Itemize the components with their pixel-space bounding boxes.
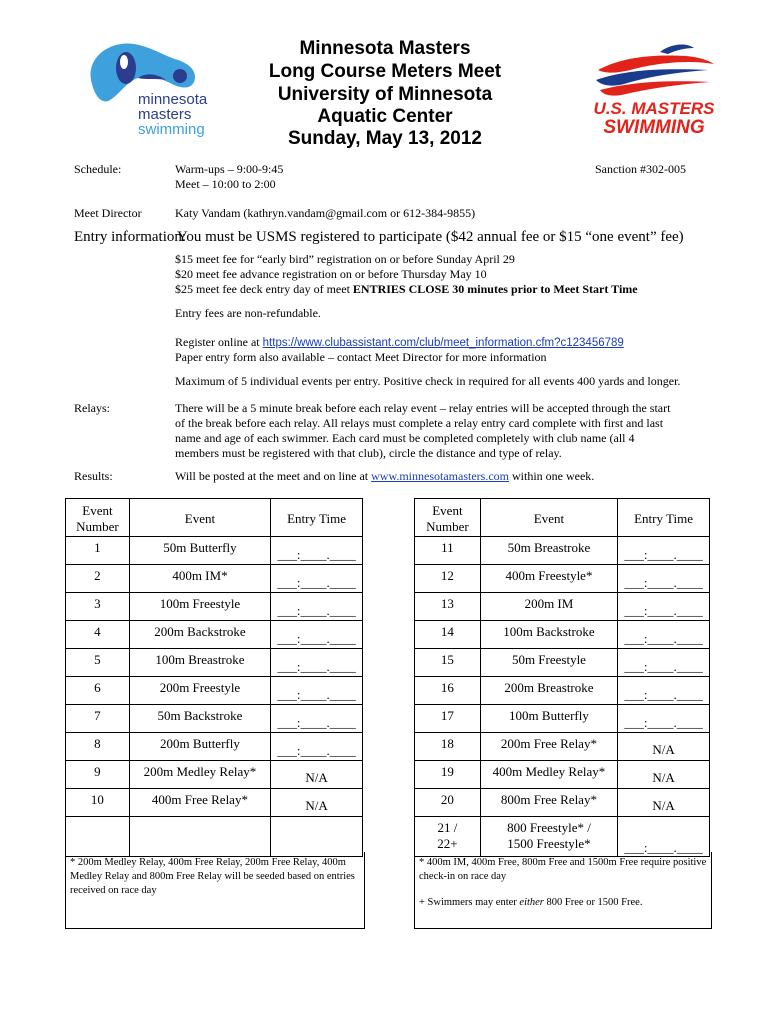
event-row bbox=[66, 733, 363, 761]
event-row bbox=[415, 621, 710, 649]
event-number: 12 bbox=[415, 565, 481, 593]
entry-time-cell[interactable] bbox=[618, 817, 710, 857]
usms-logo-line2: SWIMMING bbox=[603, 117, 705, 138]
event-row bbox=[415, 537, 710, 565]
header-entry-time: Entry Time bbox=[271, 499, 363, 537]
event-number: 3 bbox=[66, 593, 130, 621]
entry-time-cell[interactable] bbox=[618, 593, 710, 621]
event-number: 11 bbox=[415, 537, 481, 565]
event-name: 400m Medley Relay* bbox=[480, 761, 617, 789]
event-name: 400m Free Relay* bbox=[129, 789, 270, 817]
event-row bbox=[66, 761, 363, 789]
entry-time-na: N/A bbox=[305, 798, 328, 813]
event-name: 200m IM bbox=[480, 593, 617, 621]
header-event-number bbox=[415, 499, 481, 537]
event-number: 2 bbox=[66, 565, 130, 593]
event-name bbox=[480, 817, 617, 857]
header-number-label: Number bbox=[76, 519, 119, 534]
right-events-table bbox=[414, 498, 710, 857]
fee-advance: $20 meet fee advance registration on or before Thursday May 10 bbox=[175, 267, 487, 281]
entry-time-blank[interactable]: ___:____.____ bbox=[624, 659, 703, 674]
fee-deck-entry bbox=[175, 282, 638, 297]
event-name: 200m Butterfly bbox=[129, 733, 270, 761]
event-number: 10 bbox=[66, 789, 130, 817]
event-row bbox=[66, 621, 363, 649]
left-events-table bbox=[65, 498, 363, 857]
event-row bbox=[66, 649, 363, 677]
meet-director-value: Katy Vandam (kathryn.vandam@gmail.com or 612-384-9855) bbox=[175, 206, 476, 220]
empty-cell bbox=[66, 817, 130, 857]
event-row bbox=[66, 565, 363, 593]
right-footnote-checkin: * 400m IM, 400m Free, 800m Free and 1500m Free require positive check-in on race day bbox=[419, 857, 707, 882]
event-number: 14 bbox=[415, 621, 481, 649]
right-footnote-box bbox=[414, 852, 712, 929]
event-number: 1 bbox=[66, 537, 130, 565]
entry-time-cell[interactable] bbox=[271, 733, 363, 761]
left-events-body bbox=[66, 499, 363, 857]
entry-time-cell[interactable] bbox=[271, 621, 363, 649]
entry-time-blank[interactable]: ___:____.____ bbox=[277, 743, 356, 758]
fee-early-bird: $15 meet fee for “early bird” registration on or before Sunday April 29 bbox=[175, 252, 515, 266]
schedule-label: Schedule: bbox=[74, 162, 122, 176]
entry-time-na: N/A bbox=[652, 770, 675, 785]
title-line-3: University of Minnesota bbox=[277, 84, 493, 105]
entry-time-cell[interactable] bbox=[271, 649, 363, 677]
event-name: 400m IM* bbox=[129, 565, 270, 593]
results-text bbox=[175, 469, 594, 484]
entry-time-na: N/A bbox=[652, 742, 675, 757]
right-footnote-distance-em: either bbox=[519, 897, 544, 908]
event-row bbox=[66, 789, 363, 817]
event-number: 19 bbox=[415, 761, 481, 789]
header-event-label: Event bbox=[82, 503, 113, 518]
event-name-line2: 1500 Freestyle* bbox=[507, 836, 591, 851]
event-row bbox=[66, 705, 363, 733]
meet-director-label: Meet Director bbox=[74, 206, 142, 220]
event-number: 17 bbox=[415, 705, 481, 733]
entry-time-blank[interactable]: ___:____.____ bbox=[277, 603, 356, 618]
event-row bbox=[415, 761, 710, 789]
title-line-4: Aquatic Center bbox=[317, 106, 453, 127]
results-prefix: Will be posted at the meet and on line at bbox=[175, 469, 372, 483]
entry-time-blank[interactable]: ___:____.____ bbox=[624, 631, 703, 646]
results-label: Results: bbox=[74, 469, 113, 483]
event-row bbox=[415, 789, 710, 817]
event-name: 100m Freestyle bbox=[129, 593, 270, 621]
event-row bbox=[415, 705, 710, 733]
entry-time-blank[interactable]: ___:____.____ bbox=[624, 715, 703, 730]
maximum-events-note: Maximum of 5 individual events per entry. Positive check in required for all events 400 yards and longer. bbox=[175, 374, 681, 388]
entry-info-label: Entry information: bbox=[74, 229, 187, 245]
event-name: 100m Butterfly bbox=[480, 705, 617, 733]
event-row bbox=[66, 593, 363, 621]
entry-time-blank[interactable]: ___:____.____ bbox=[624, 687, 703, 702]
event-name: 200m Medley Relay* bbox=[129, 761, 270, 789]
entries-close-notice: ENTRIES CLOSE 30 minutes prior to Meet Start Time bbox=[352, 282, 638, 296]
logo-text-masters: masters bbox=[138, 106, 192, 123]
schedule-warmups: Warm-ups – 9:00-9:45 bbox=[175, 162, 284, 176]
event-number: 5 bbox=[66, 649, 130, 677]
entry-time-cell[interactable] bbox=[271, 593, 363, 621]
entry-time-cell bbox=[618, 733, 710, 761]
event-number-line1: 21 / bbox=[437, 820, 458, 835]
event-row bbox=[415, 649, 710, 677]
event-row-empty bbox=[66, 817, 363, 857]
entry-time-blank[interactable]: ___:____.____ bbox=[277, 715, 356, 730]
entry-time-blank[interactable]: ___:____.____ bbox=[277, 687, 356, 702]
entry-time-cell[interactable] bbox=[618, 649, 710, 677]
event-name-line1: 800 Freestyle* / bbox=[507, 820, 591, 835]
entry-time-blank[interactable]: ___:____.____ bbox=[277, 547, 356, 562]
register-prefix: Register online at bbox=[175, 335, 263, 349]
left-table-header bbox=[66, 499, 363, 537]
sanction-number: Sanction #302-005 bbox=[595, 162, 686, 176]
non-refundable-note: Entry fees are non-refundable. bbox=[175, 306, 321, 320]
logo-text-swimming: swimming bbox=[138, 121, 205, 138]
header-event: Event bbox=[480, 499, 617, 537]
event-number: 15 bbox=[415, 649, 481, 677]
entry-time-blank[interactable]: ___:____.____ bbox=[277, 575, 356, 590]
register-online bbox=[175, 335, 624, 350]
entry-time-blank[interactable]: ___:____.____ bbox=[624, 840, 703, 855]
entry-time-blank[interactable]: ___:____.____ bbox=[624, 603, 703, 618]
entry-time-cell[interactable] bbox=[618, 537, 710, 565]
title-line-2: Long Course Meters Meet bbox=[268, 61, 502, 82]
results-suffix: within one week. bbox=[508, 469, 595, 483]
event-number-line2: 22+ bbox=[437, 836, 458, 851]
entry-time-cell[interactable] bbox=[618, 705, 710, 733]
event-name: 200m Backstroke bbox=[129, 621, 270, 649]
right-table-header bbox=[415, 499, 710, 537]
right-footnote-distance-b: 800 Free or 1500 Free. bbox=[543, 897, 643, 908]
entry-time-cell[interactable] bbox=[271, 565, 363, 593]
event-name: 800m Free Relay* bbox=[480, 789, 617, 817]
entry-time-blank[interactable]: ___:____.____ bbox=[624, 547, 703, 562]
entry-time-cell bbox=[618, 789, 710, 817]
left-footnote: * 200m Medley Relay, 400m Free Relay, 200m Free Relay, 400m Medley Relay and 800m Free Relay will be seeded based on entries received on race day bbox=[70, 857, 355, 896]
event-number: 16 bbox=[415, 677, 481, 705]
empty-cell bbox=[129, 817, 270, 857]
event-name: 50m Butterfly bbox=[129, 537, 270, 565]
event-name: 200m Freestyle bbox=[129, 677, 270, 705]
logo-text-minnesota: minnesota bbox=[138, 91, 208, 108]
empty-cell bbox=[271, 817, 363, 857]
entry-time-cell bbox=[271, 761, 363, 789]
entry-info-value: You must be USMS registered to participate ($42 annual fee or $15 “one event” fee) bbox=[177, 229, 684, 245]
entry-time-cell[interactable] bbox=[271, 677, 363, 705]
event-number: 20 bbox=[415, 789, 481, 817]
event-name: 100m Breastroke bbox=[129, 649, 270, 677]
title-line-5: Sunday, May 13, 2012 bbox=[288, 128, 482, 149]
relays-line-1: There will be a 5 minute break before each relay event – relay entries will be accepted through the start bbox=[175, 401, 671, 415]
entry-time-na: N/A bbox=[652, 798, 675, 813]
header-event-number bbox=[66, 499, 130, 537]
entry-time-cell[interactable] bbox=[618, 621, 710, 649]
event-row bbox=[415, 677, 710, 705]
entry-time-blank[interactable]: ___:____.____ bbox=[277, 659, 356, 674]
right-footnote-distance-a: + Swimmers may enter bbox=[419, 897, 520, 908]
event-row bbox=[66, 537, 363, 565]
entry-time-cell[interactable] bbox=[271, 537, 363, 565]
event-name: 200m Breastroke bbox=[480, 677, 617, 705]
event-number bbox=[415, 817, 481, 857]
event-number: 18 bbox=[415, 733, 481, 761]
entry-time-cell bbox=[618, 761, 710, 789]
event-name: 50m Breastroke bbox=[480, 537, 617, 565]
event-row bbox=[415, 593, 710, 621]
entry-time-cell[interactable] bbox=[271, 705, 363, 733]
event-number: 4 bbox=[66, 621, 130, 649]
fee-deck-entry-text: $25 meet fee deck entry day of meet bbox=[175, 282, 353, 296]
event-number: 9 bbox=[66, 761, 130, 789]
results-link[interactable]: www.minnesotamasters.com bbox=[371, 469, 509, 483]
event-row bbox=[415, 565, 710, 593]
event-number: 8 bbox=[66, 733, 130, 761]
entry-time-cell[interactable] bbox=[618, 565, 710, 593]
event-row bbox=[415, 733, 710, 761]
event-name: 50m Backstroke bbox=[129, 705, 270, 733]
title-line-1: Minnesota Masters bbox=[299, 38, 471, 59]
event-name: 100m Backstroke bbox=[480, 621, 617, 649]
event-number: 13 bbox=[415, 593, 481, 621]
entry-time-blank[interactable]: ___:____.____ bbox=[624, 575, 703, 590]
entry-time-cell bbox=[271, 789, 363, 817]
event-number: 6 bbox=[66, 677, 130, 705]
right-events-body bbox=[415, 499, 710, 857]
event-number: 7 bbox=[66, 705, 130, 733]
entry-time-na: N/A bbox=[305, 770, 328, 785]
relays-line-2: of the break before each relay. All relays must complete a relay entry card complete with first and last bbox=[175, 416, 664, 430]
event-row bbox=[415, 817, 710, 857]
entry-time-cell[interactable] bbox=[618, 677, 710, 705]
relays-line-4: members must be registered with that club), circle the distance and type of relay. bbox=[175, 446, 562, 460]
event-name: 200m Free Relay* bbox=[480, 733, 617, 761]
relays-line-3: name and age of each swimmer. Each card must be completed completely with club name (all 4 bbox=[175, 431, 635, 445]
schedule-meet: Meet – 10:00 to 2:00 bbox=[175, 177, 276, 191]
event-name: 50m Freestyle bbox=[480, 649, 617, 677]
relays-label: Relays: bbox=[74, 401, 110, 415]
register-link[interactable]: https://www.clubassistant.com/club/meet_information.cfm?c123456789 bbox=[262, 337, 624, 349]
header-entry-time: Entry Time bbox=[618, 499, 710, 537]
entry-time-blank[interactable]: ___:____.____ bbox=[277, 631, 356, 646]
usms-logo-line1: U.S. MASTERS bbox=[593, 99, 715, 118]
header-event: Event bbox=[129, 499, 270, 537]
event-name: 400m Freestyle* bbox=[480, 565, 617, 593]
event-row bbox=[66, 677, 363, 705]
header-event-label: Event bbox=[432, 503, 463, 518]
left-footnote-box bbox=[65, 852, 365, 929]
header-number-label: Number bbox=[426, 519, 469, 534]
right-footnote-distance bbox=[419, 896, 707, 910]
paper-entry-note: Paper entry form also available – contact Meet Director for more information bbox=[175, 350, 547, 364]
